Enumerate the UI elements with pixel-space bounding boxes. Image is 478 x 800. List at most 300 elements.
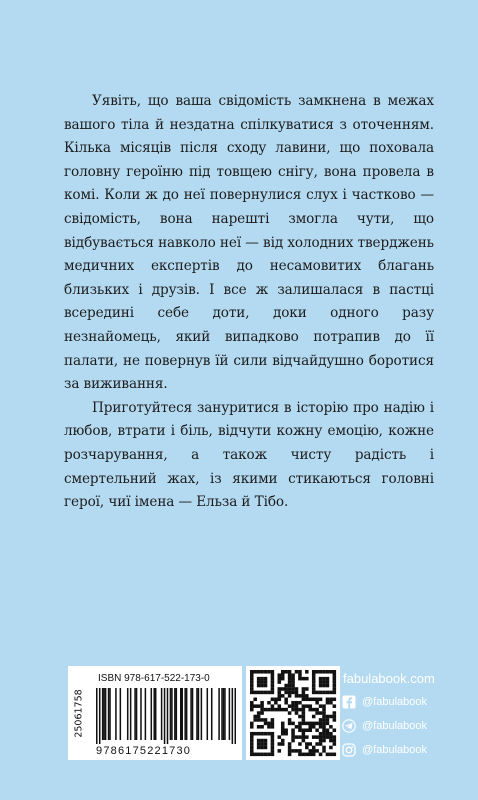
barcode-side-code <box>68 666 90 760</box>
qr-module <box>326 691 330 695</box>
qr-module <box>288 694 292 698</box>
qr-module <box>315 701 319 705</box>
qr-module <box>333 735 337 739</box>
qr-module <box>288 684 292 688</box>
qr-module <box>322 670 326 674</box>
qr-module <box>322 677 326 681</box>
qr-module <box>302 711 306 715</box>
qr-module <box>253 670 257 674</box>
qr-module <box>271 673 275 677</box>
qr-module <box>295 708 299 712</box>
qr-module <box>298 677 302 681</box>
qr-module <box>333 753 337 757</box>
barcode-bar <box>229 688 231 740</box>
qr-module <box>278 708 282 712</box>
qr-module <box>312 691 316 695</box>
qr-module <box>312 708 316 712</box>
qr-module <box>264 708 268 712</box>
qr-module <box>271 708 275 712</box>
qr-module <box>260 711 264 715</box>
facebook-handle: @fabulabook <box>362 696 427 708</box>
qr-module <box>260 684 264 688</box>
qr-module <box>333 739 337 743</box>
qr-module <box>284 687 288 691</box>
ean-barcode <box>96 688 236 744</box>
qr-module <box>308 708 312 712</box>
qr-module <box>281 708 285 712</box>
qr-module <box>326 698 330 702</box>
qr-module <box>284 698 288 702</box>
qr-module <box>253 698 257 702</box>
qr-module <box>322 708 326 712</box>
qr-module <box>253 732 257 736</box>
telegram-link[interactable] <box>342 714 460 738</box>
barcode-bar <box>198 688 200 740</box>
barcode-bar <box>167 688 169 744</box>
qr-module <box>308 704 312 708</box>
qr-module <box>295 704 299 708</box>
qr-module <box>260 753 264 757</box>
qr-module <box>329 732 333 736</box>
qr-module <box>281 732 285 736</box>
qr-module <box>291 687 295 691</box>
qr-module <box>271 718 275 722</box>
barcode-bar <box>115 688 117 740</box>
qr-module <box>278 698 282 702</box>
qr-module <box>305 742 309 746</box>
qr-module <box>264 722 268 726</box>
qr-module <box>333 684 337 688</box>
qr-module <box>315 749 319 753</box>
qr-module <box>326 718 330 722</box>
qr-module <box>250 708 254 712</box>
qr-module <box>326 728 330 732</box>
qr-module <box>295 749 299 753</box>
qr-module <box>312 746 316 750</box>
qr-module <box>267 725 271 729</box>
qr-module <box>322 704 326 708</box>
qr-module <box>312 715 316 719</box>
qr-module <box>281 673 285 677</box>
qr-module <box>281 687 285 691</box>
qr-module <box>333 742 337 746</box>
qr-module <box>315 670 319 674</box>
barcode-bar <box>127 688 129 740</box>
qr-module <box>250 704 254 708</box>
qr-module <box>253 753 257 757</box>
qr-module <box>281 742 285 746</box>
qr-module <box>257 680 261 684</box>
qr-module <box>308 725 312 729</box>
barcode-bar <box>103 688 105 740</box>
qr-module <box>284 708 288 712</box>
qr-module <box>288 711 292 715</box>
instagram-icon <box>342 743 356 757</box>
qr-module <box>322 725 326 729</box>
qr-module <box>288 677 292 681</box>
qr-module <box>326 753 330 757</box>
qr-module <box>291 739 295 743</box>
qr-module <box>326 732 330 736</box>
qr-module <box>281 722 285 726</box>
ean-digits: 9786175221730 <box>96 745 192 757</box>
barcode-bar <box>99 688 101 744</box>
telegram-handle: @fabulabook <box>362 720 427 732</box>
barcode-bar <box>186 688 188 740</box>
social-links <box>342 668 460 762</box>
qr-module <box>271 739 275 743</box>
qr-module <box>271 742 275 746</box>
qr-module <box>260 691 264 695</box>
qr-module <box>295 691 299 695</box>
qr-module <box>312 670 316 674</box>
qr-module <box>322 684 326 688</box>
qr-module <box>298 715 302 719</box>
qr-module <box>291 673 295 677</box>
qr-module <box>319 725 323 729</box>
qr-module <box>257 704 261 708</box>
qr-module <box>302 698 306 702</box>
qr-module <box>322 715 326 719</box>
qr-module <box>288 742 292 746</box>
qr-module <box>305 687 309 691</box>
qr-module <box>319 704 323 708</box>
blurb-text <box>64 90 434 515</box>
qr-module <box>326 677 330 681</box>
qr-module <box>302 732 306 736</box>
qr-module <box>319 732 323 736</box>
qr-module <box>333 715 337 719</box>
qr-module <box>264 742 268 746</box>
qr-module <box>315 722 319 726</box>
qr-module <box>333 698 337 702</box>
qr-module <box>291 732 295 736</box>
qr-module <box>260 670 264 674</box>
barcode-bar <box>190 688 192 740</box>
qr-module <box>257 725 261 729</box>
qr-module <box>267 670 271 674</box>
qr-module <box>322 735 326 739</box>
qr-module <box>308 722 312 726</box>
barcode-bar <box>105 688 107 740</box>
qr-module <box>274 698 278 702</box>
qr-module <box>312 698 316 702</box>
qr-module <box>271 677 275 681</box>
qr-module <box>326 715 330 719</box>
qr-module <box>329 725 333 729</box>
qr-module <box>278 694 282 698</box>
qr-module <box>298 694 302 698</box>
qr-module <box>319 677 323 681</box>
barcode-bar <box>211 688 213 740</box>
qr-module <box>326 680 330 684</box>
qr-module <box>302 753 306 757</box>
barcode-bar <box>181 688 183 740</box>
qr-module <box>305 670 309 674</box>
qr-module <box>291 735 295 739</box>
qr-module <box>298 673 302 677</box>
barcode-bar <box>218 688 220 740</box>
qr-module <box>315 735 319 739</box>
qr-module <box>329 735 333 739</box>
qr-module <box>288 670 292 674</box>
qr-module <box>250 749 254 753</box>
barcode-bar <box>102 688 104 740</box>
qr-module <box>288 753 292 757</box>
qr-module <box>305 694 309 698</box>
barcode-bar <box>196 688 198 740</box>
qr-module <box>315 742 319 746</box>
qr-module <box>278 735 282 739</box>
qr-module <box>308 742 312 746</box>
qr-module <box>333 677 337 681</box>
instagram-handle: @fabulabook <box>362 744 427 756</box>
barcode-bar <box>184 688 186 740</box>
barcode-bar <box>171 688 173 740</box>
qr-module <box>264 677 268 681</box>
qr-module <box>305 753 309 757</box>
qr-module <box>333 728 337 732</box>
barcode-bar <box>109 688 111 740</box>
qr-module <box>291 680 295 684</box>
qr-module <box>253 718 257 722</box>
qr-module <box>315 728 319 732</box>
qr-module <box>319 684 323 688</box>
qr-module <box>281 739 285 743</box>
qr-module <box>302 718 306 722</box>
qr-module <box>250 725 254 729</box>
qr-module <box>267 753 271 757</box>
qr-module <box>302 708 306 712</box>
qr-module <box>319 711 323 715</box>
qr-module <box>257 691 261 695</box>
qr-module <box>298 725 302 729</box>
qr-module <box>271 684 275 688</box>
qr-module <box>329 753 333 757</box>
blurb-paragraph: Уявіть, що ваша свідомість замкнена в межах вашого тіла й нездатна спілкуватися з оточенням. Кілька місяців після сходу лавини, що поховала головну героїню під товщею снігу, вона провела в комі. Коли ж до неї повернулися слух і частково — свідомість, вона нарешті змогла чути, що відбувається навколо неї — від холодних тверджень медичних експертів до несамовитих благань близьких і друзів. І все ж залишалася в пастці всередині себе доти, доки одного разу незнайомець, який випадково потрапив до її палати, не повернув їй сили відчайдушно боротися за виживання. <box>64 93 434 393</box>
qr-module <box>250 680 254 684</box>
qr-module <box>284 728 288 732</box>
blurb-paragraph: Приготуйтеся зануритися в історію про надію і любов, втрати і біль, відчути кожну емоцію, кожне розчарування, а також чисту радість і смертельний жах, із якими стикаються головні герої, чиї імена — Ельза й Тібо. <box>64 399 434 511</box>
qr-module <box>322 680 326 684</box>
qr-module <box>250 701 254 705</box>
qr-module <box>264 746 268 750</box>
qr-module <box>319 680 323 684</box>
instagram-link[interactable] <box>342 738 460 762</box>
qr-module <box>329 701 333 705</box>
barcode-bar <box>232 688 234 744</box>
qr-module <box>315 698 319 702</box>
qr-code-icon <box>246 666 340 760</box>
qr-module <box>271 725 275 729</box>
qr-module <box>291 701 295 705</box>
qr-module <box>288 704 292 708</box>
qr-module <box>312 680 316 684</box>
qr-module <box>302 735 306 739</box>
qr-module <box>312 753 316 757</box>
qr-module <box>333 691 337 695</box>
qr-module <box>288 673 292 677</box>
website-link[interactable]: fabulabook.com <box>343 671 435 686</box>
qr-module <box>333 704 337 708</box>
qr-module <box>271 680 275 684</box>
isbn-label: ISBN 978-617-522-173-0 <box>98 673 210 684</box>
qr-module <box>298 753 302 757</box>
qr-module <box>308 698 312 702</box>
qr-module <box>319 735 323 739</box>
barcode-bar <box>120 688 122 740</box>
barcode-bar <box>136 688 138 740</box>
qr-module <box>253 691 257 695</box>
qr-module <box>302 687 306 691</box>
qr-module <box>329 670 333 674</box>
qr-module <box>308 753 312 757</box>
qr-module <box>260 746 264 750</box>
qr-module <box>302 722 306 726</box>
barcode-bar <box>170 688 172 740</box>
qr-module <box>257 684 261 688</box>
qr-module <box>298 735 302 739</box>
qr-module <box>257 753 261 757</box>
qr-module <box>319 718 323 722</box>
qr-module <box>250 735 254 739</box>
qr-module <box>257 711 261 715</box>
qr-module <box>326 684 330 688</box>
qr-module <box>288 718 292 722</box>
qr-module <box>271 753 275 757</box>
qr-module <box>298 722 302 726</box>
qr-module <box>264 753 268 757</box>
qr-module <box>271 749 275 753</box>
qr-module <box>250 691 254 695</box>
qr-module <box>267 701 271 705</box>
qr-module <box>291 677 295 681</box>
barcode-bar <box>221 688 223 740</box>
qr-module <box>271 698 275 702</box>
qr-module <box>264 691 268 695</box>
qr-module <box>308 728 312 732</box>
qr-module <box>260 677 264 681</box>
qr-module <box>315 691 319 695</box>
qr-module <box>295 735 299 739</box>
qr-module <box>250 742 254 746</box>
qr-module <box>298 742 302 746</box>
qr-module <box>326 735 330 739</box>
qr-module <box>250 753 254 757</box>
qr-module <box>329 746 333 750</box>
qr-module <box>333 670 337 674</box>
qr-module <box>333 680 337 684</box>
qr-module <box>319 691 323 695</box>
qr-module <box>257 732 261 736</box>
barcode-bar <box>207 688 209 740</box>
qr-module <box>312 687 316 691</box>
qr-module <box>291 691 295 695</box>
qr-module <box>319 722 323 726</box>
qr-module <box>291 684 295 688</box>
qr-module <box>319 739 323 743</box>
qr-module <box>281 670 285 674</box>
qr-module <box>284 701 288 705</box>
qr-module <box>260 732 264 736</box>
qr-module <box>281 677 285 681</box>
qr-module <box>305 698 309 702</box>
qr-module <box>284 684 288 688</box>
barcode-bar <box>161 688 163 740</box>
qr-module <box>253 715 257 719</box>
facebook-link[interactable] <box>342 690 460 714</box>
qr-module <box>322 739 326 743</box>
qr-module <box>295 694 299 698</box>
barcode-bar <box>176 688 178 740</box>
qr-module <box>295 670 299 674</box>
qr-module <box>250 677 254 681</box>
barcode-bar <box>96 688 98 744</box>
qr-module <box>278 704 282 708</box>
qr-module <box>264 680 268 684</box>
qr-module <box>250 732 254 736</box>
qr-module <box>271 735 275 739</box>
qr-module <box>291 728 295 732</box>
qr-module <box>281 725 285 729</box>
qr-module <box>264 718 268 722</box>
qr-module <box>308 749 312 753</box>
qr-module <box>271 670 275 674</box>
qr-module <box>312 749 316 753</box>
qr-module <box>250 684 254 688</box>
qr-module <box>257 746 261 750</box>
qr-module <box>281 694 285 698</box>
qr-module <box>257 718 261 722</box>
qr-module <box>264 670 268 674</box>
qr-module <box>302 677 306 681</box>
qr-module <box>264 732 268 736</box>
qr-module <box>295 701 299 705</box>
qr-module <box>291 722 295 726</box>
qr-module <box>257 715 261 719</box>
qr-module <box>281 728 285 732</box>
qr-module <box>267 732 271 736</box>
qr-module <box>291 704 295 708</box>
qr-module <box>305 722 309 726</box>
qr-module <box>288 749 292 753</box>
qr-module <box>312 722 316 726</box>
qr-module <box>278 691 282 695</box>
qr-module <box>295 725 299 729</box>
qr-module <box>271 746 275 750</box>
barcode-bar <box>108 688 110 740</box>
qr-module <box>264 684 268 688</box>
qr-module <box>260 739 264 743</box>
qr-module <box>257 742 261 746</box>
qr-module <box>260 718 264 722</box>
qr-module <box>305 746 309 750</box>
qr-module <box>271 704 275 708</box>
barcode-bar <box>192 688 194 740</box>
qr-module <box>260 704 264 708</box>
side-code-text: 25061758 <box>73 688 85 738</box>
qr-module <box>257 739 261 743</box>
qr-module <box>305 704 309 708</box>
qr-module <box>288 691 292 695</box>
qr-module <box>250 746 254 750</box>
barcode-bar <box>174 688 176 740</box>
barcode-bar <box>180 688 182 740</box>
qr-module <box>295 711 299 715</box>
qr-module <box>329 691 333 695</box>
qr-module <box>315 708 319 712</box>
qr-module <box>298 670 302 674</box>
